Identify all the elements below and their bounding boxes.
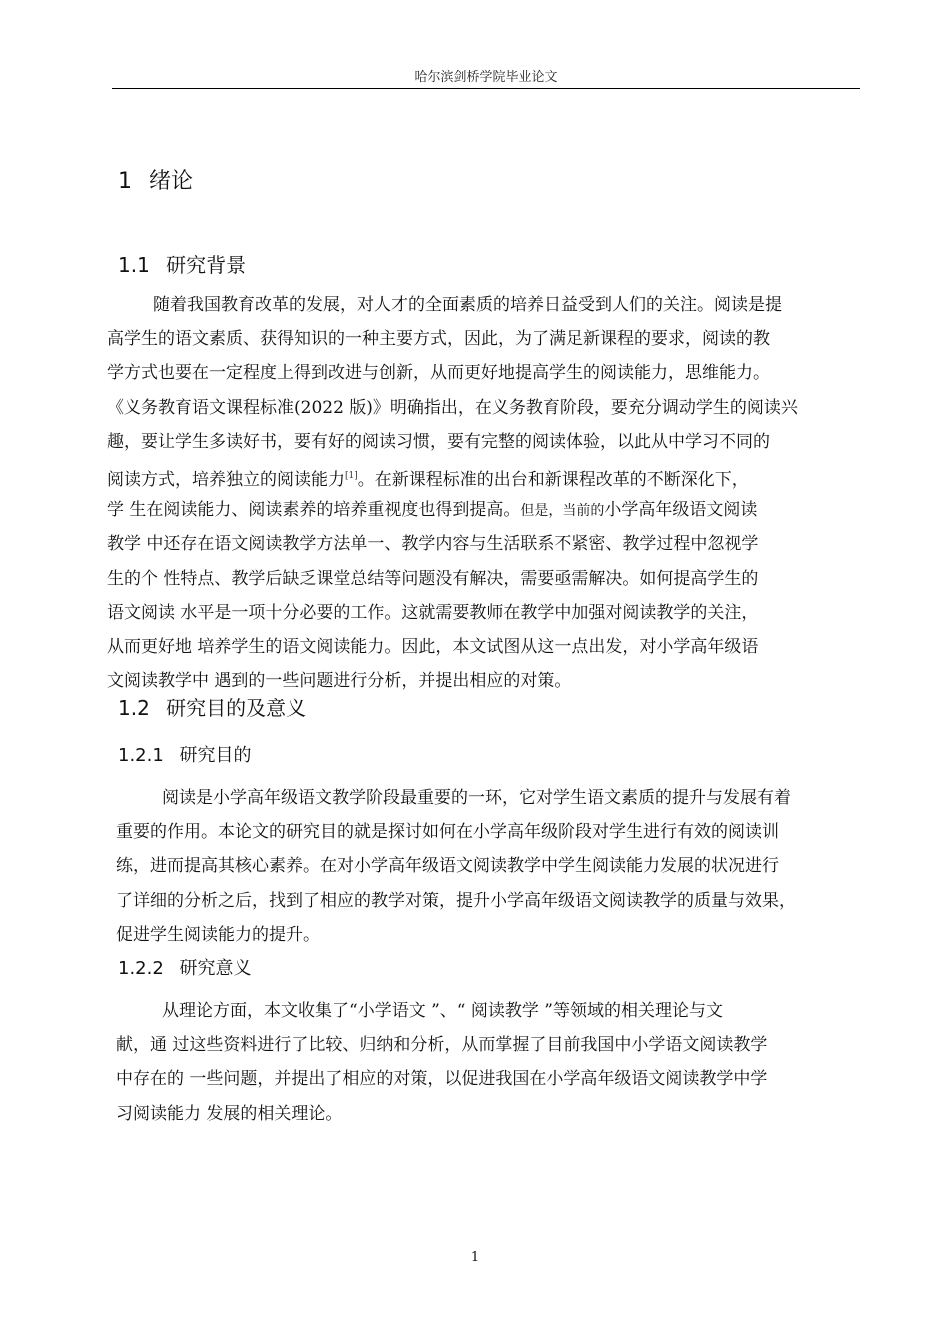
text-fragment: 但是，当前的 xyxy=(520,503,605,520)
text-fragment: 。在新课程标准的出台和新课程改革的不断深化下， xyxy=(357,469,749,490)
text-line: 中存在的 一些问题，并提出了相应的对策，以促进我国在小学高年级语文阅读教学中学 xyxy=(116,1069,768,1090)
text-line: 教学 中还存在语文阅读教学方法单一、教学内容与生活联系不紧密、教学过程中忽视学 xyxy=(107,534,759,555)
text-fragment: 阅读方式，培养独立的阅读能力 xyxy=(107,469,345,490)
page-number: 1 xyxy=(470,1250,480,1265)
text-line: 从而更好地 培养学生的语文阅读能力。因此，本文试图从这一点出发，对小学高年级语 xyxy=(107,636,759,657)
text-line: 学方式也要在一定程度上得到改进与创新，从而更好地提高学生的阅读能力，思维能力。 xyxy=(107,363,770,384)
text-line xyxy=(107,459,861,493)
text-line: 高学生的语文素质、获得知识的一种主要方式，因此，为了满足新课程的要求，阅读的教 xyxy=(107,329,770,350)
chapter-title: 绪论 xyxy=(149,169,194,194)
section-title: 研究目的及意义 xyxy=(166,696,307,720)
chapter-heading xyxy=(118,164,193,195)
section-heading-1-2 xyxy=(118,692,306,721)
section-title: 研究背景 xyxy=(166,253,247,277)
header-rule xyxy=(112,88,860,89)
text-fragment: 小学高年级语文阅读 xyxy=(604,500,758,521)
text-line: 习阅读能力 发展的相关理论。 xyxy=(116,1103,343,1124)
subsection-heading-1-2-2 xyxy=(118,954,252,980)
text-line: 随着我国教育改革的发展，对人才的全面素质的培养日益受到人们的关注。阅读是提 xyxy=(153,295,782,315)
text-line: 献，通 过这些资料进行了比较、归纳和分析，从而掌握了目前我国中小学语文阅读教学 xyxy=(116,1035,768,1056)
text-line xyxy=(107,493,861,527)
subsection-title: 研究目的 xyxy=(179,745,252,766)
text-line: 生的个 性特点、教学后缺乏课堂总结等问题没有解决，需要亟需解决。如何提高学生的 xyxy=(107,568,759,589)
text-line: 阅读是小学高年级语文教学阶段最重要的一环，它对学生语文素质的提升与发展有着 xyxy=(162,788,791,808)
subsection-number: 1.2.1 xyxy=(118,745,164,766)
text-line: 了详细的分析之后，找到了相应的教学对策，提升小学高年级语文阅读教学的质量与效果， xyxy=(116,890,796,911)
subsection-heading-1-2-1 xyxy=(118,741,252,767)
text-line: 趣，要让学生多读好书，要有好的阅读习惯，要有完整的阅读体验，以此从中学习不同的 xyxy=(107,431,770,452)
text-line: 从理论方面，本文收集了“小学语文 ”、“ 阅读教学 ”等领域的相关理论与文 xyxy=(162,1001,723,1021)
text-line: 练，进而提高其核心素养。在对小学高年级语文阅读教学中学生阅读能力发展的状况进行 xyxy=(116,856,779,877)
text-line: 促进学生阅读能力的提升。 xyxy=(116,924,320,945)
running-header: 哈尔滨剑桥学院毕业论文 xyxy=(414,70,558,85)
text-line: 文阅读教学中 遇到的一些问题进行分析，并提出相应的对策。 xyxy=(107,671,572,692)
text-fragment: 学 生在阅读能力、阅读素养的培养重视度也得到提高。 xyxy=(107,500,521,521)
section-number: 1.2 xyxy=(118,696,150,720)
paragraph-research-purpose xyxy=(116,781,862,952)
subsection-title: 研究意义 xyxy=(179,958,252,979)
text-line: 语文阅读 水平是一项十分必要的工作。这就需要教师在教学中加强对阅读教学的关注， xyxy=(107,602,759,623)
chapter-number: 1 xyxy=(118,169,132,194)
text-line: 重要的作用。本论文的研究目的就是探讨如何在小学高年级阶段对学生进行有效的阅读训 xyxy=(116,822,779,843)
subsection-number: 1.2.2 xyxy=(118,958,164,979)
citation-marker[interactable]: [1] xyxy=(345,470,358,481)
text-line: 《义务教育语文课程标准(2022 版)》明确指出，在义务教育阶段，要充分调动学生的阅读兴 xyxy=(107,397,798,418)
paragraph-research-background xyxy=(107,288,861,698)
section-heading-1-1 xyxy=(118,249,246,278)
paragraph-research-significance xyxy=(116,994,862,1131)
section-number: 1.1 xyxy=(118,253,150,277)
